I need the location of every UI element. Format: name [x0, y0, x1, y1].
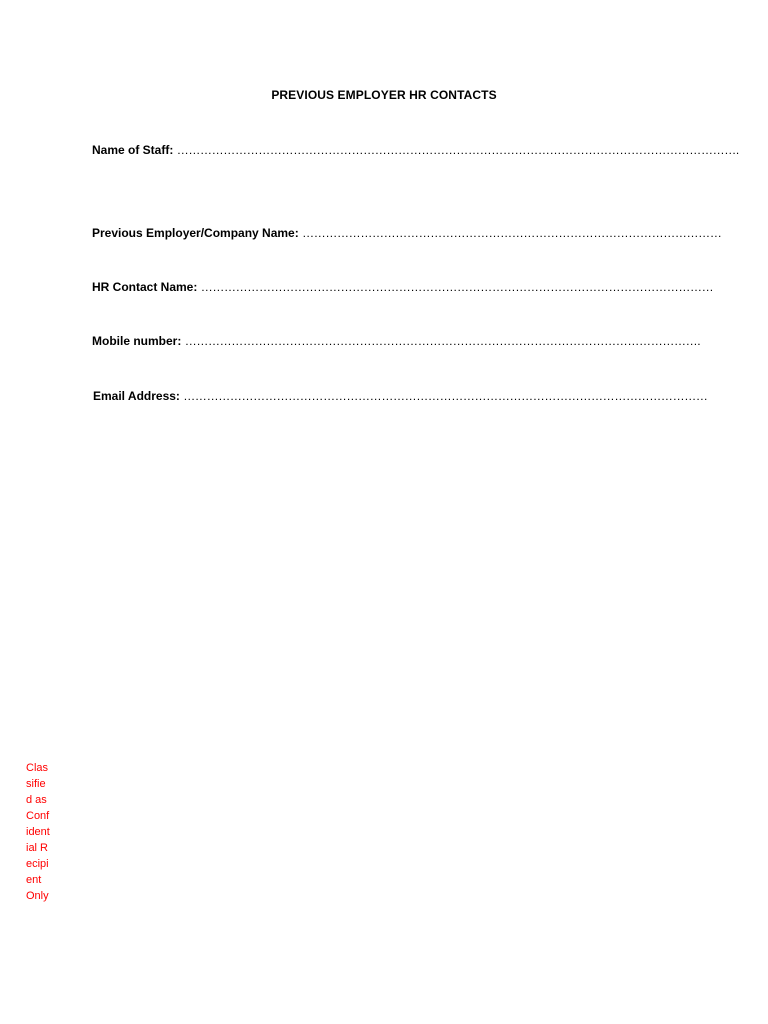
hr-contact-name-blank: ……………………………………………………………………………………………………………………	[200, 280, 714, 294]
email-address-blank: ………………………………………………………………………………………………………………………	[183, 389, 708, 403]
hr-contact-name-field	[92, 280, 713, 294]
name-of-staff-field	[92, 143, 739, 157]
name-of-staff-blank: ……………………………………………………………………………………………………………………………….	[176, 143, 739, 157]
previous-employer-field	[92, 226, 721, 240]
document-title: PREVIOUS EMPLOYER HR CONTACTS	[271, 88, 497, 102]
mobile-number-label: Mobile number:	[92, 334, 182, 348]
mobile-number-field	[92, 334, 700, 348]
email-address-field	[93, 389, 708, 403]
mobile-number-blank: …………………………………………………………………………………………………………………….	[184, 334, 701, 348]
email-address-label: Email Address:	[93, 389, 180, 403]
previous-employer-blank: ………………………………………………………………………………………………	[302, 226, 722, 240]
classification-label: Classified as Confidential Recipient Only	[26, 762, 50, 902]
hr-contact-name-label: HR Contact Name:	[92, 280, 198, 294]
previous-employer-label: Previous Employer/Company Name:	[92, 226, 299, 240]
name-of-staff-label: Name of Staff:	[92, 143, 174, 157]
